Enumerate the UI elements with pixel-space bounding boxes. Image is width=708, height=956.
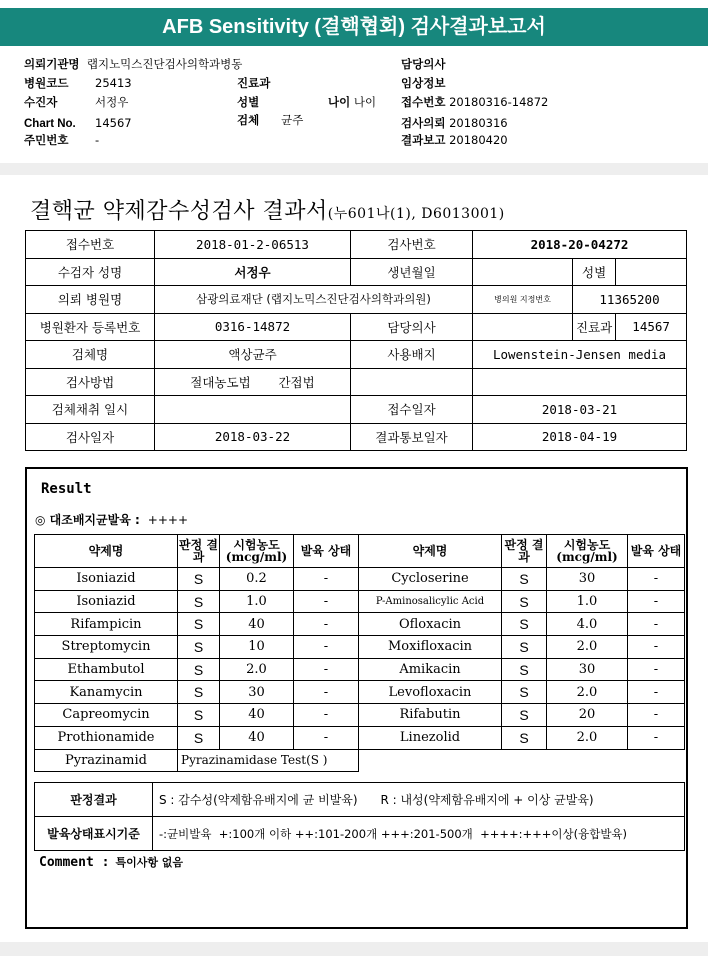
request-row [401, 116, 508, 131]
pza-drug-name: Pyrazinamid [35, 749, 178, 772]
drug-name: Streptomycin [35, 636, 178, 659]
drug-name: Rifampicin [35, 613, 178, 636]
accession-value: 20180316-14872 [449, 95, 549, 109]
legend-table [34, 782, 685, 851]
info-label: 검사번호 [351, 231, 473, 259]
doctor-value [473, 313, 573, 341]
chart-value: 14567 [95, 116, 132, 130]
info-row [26, 258, 687, 286]
drug-result: S [502, 704, 547, 727]
notify-date: 2018-04-19 [473, 423, 687, 451]
drug-growth: - [294, 726, 359, 749]
drug-concentration: 30 [547, 658, 628, 681]
drug-row [35, 704, 685, 727]
info-label: 병원환자 등록번호 [26, 313, 155, 341]
drug-name: P-Aminosalicylic Acid [359, 590, 502, 613]
drug-growth: - [294, 568, 359, 591]
specimen-value: 균주 [281, 113, 304, 127]
result-box [25, 467, 688, 929]
drug-name: Isoniazid [35, 590, 178, 613]
collect-value [155, 396, 351, 424]
medium-value: Lowenstein-Jensen media [473, 341, 687, 369]
footer-band [0, 942, 708, 956]
comment-label: Comment : [39, 855, 110, 870]
info-label: 검사일자 [26, 423, 155, 451]
drug-name: Linezolid [359, 726, 502, 749]
report-row [401, 133, 508, 148]
comment-value: 특이사항 없음 [115, 856, 184, 869]
patient-no: 0316-14872 [155, 313, 351, 341]
drug-result: S [178, 658, 220, 681]
specimen-name: 액상균주 [155, 341, 351, 369]
accession-row [401, 95, 548, 110]
info-label: 접수일자 [351, 396, 473, 424]
exam-no: 2018-20-04272 [473, 231, 687, 259]
drug-result: S [178, 636, 220, 659]
drug-concentration: 1.0 [547, 590, 628, 613]
doctor-label-cell [401, 57, 445, 72]
resident-label-cell [24, 133, 68, 148]
control-growth [35, 511, 188, 528]
legend-growth-value: -:균비발육 +:100개 이하 ++:101-200개 +++:201-500개 ++++:+++이상(융합발육) [153, 817, 685, 851]
drug-concentration: 30 [220, 681, 294, 704]
drug-result: S [502, 636, 547, 659]
info-row [26, 341, 687, 369]
info-row [26, 231, 687, 259]
drug-name: Isoniazid [35, 568, 178, 591]
drug-growth: - [628, 568, 685, 591]
drug-table [34, 534, 685, 772]
drug-name: Cycloserine [359, 568, 502, 591]
control-value: ++++ [147, 513, 188, 527]
drug-result: S [178, 613, 220, 636]
header-growth: 발육 상태 [294, 535, 359, 568]
age-row [328, 95, 376, 110]
result-title: Result [41, 481, 92, 497]
institution-value: 랩지노믹스진단검사의학과병동 [86, 57, 243, 71]
drug-concentration: 2.0 [547, 681, 628, 704]
drug-name: Amikacin [359, 658, 502, 681]
drug-result: S [502, 726, 547, 749]
age-label: 나이 [328, 97, 351, 109]
info-label: 담당의사 [351, 313, 473, 341]
header-growth: 발육 상태 [628, 535, 685, 568]
drug-concentration: 10 [220, 636, 294, 659]
drug-concentration: 4.0 [547, 613, 628, 636]
pza-value: Pyrazinamidase Test(S ) [178, 749, 359, 772]
info-label: 진료과 [573, 313, 616, 341]
clinical-label: 임상정보 [401, 78, 446, 90]
report-banner: AFB Sensitivity (결핵협회) 검사결과보고서 [0, 8, 708, 46]
resident-value: - [95, 133, 100, 147]
info-label: 생년월일 [351, 258, 473, 286]
age-value: 나이 [353, 95, 377, 109]
hospital-code-value: 25413 [95, 76, 132, 90]
drug-growth: - [294, 636, 359, 659]
drug-concentration: 20 [547, 704, 628, 727]
sex-label: 성별 [237, 97, 260, 109]
comment [39, 854, 183, 870]
report-value: 20180420 [449, 133, 508, 147]
report-title-main: 결핵균 약제감수성검사 결과서 [30, 199, 328, 224]
info-label: 의뢰 병원명 [26, 286, 155, 314]
drug-header-row [35, 535, 685, 568]
header-judge: 판정 결과 [178, 535, 220, 568]
info-row [26, 423, 687, 451]
info-row [26, 313, 687, 341]
patient-label-cell [24, 95, 57, 110]
report-label: 결과보고 [401, 135, 446, 147]
method-value-1: 절대농도법 [190, 374, 251, 390]
drug-row [35, 636, 685, 659]
info-row [26, 368, 687, 396]
header-conc: 시험농도 (mcg/ml) [220, 535, 294, 568]
empty-cell [351, 368, 473, 396]
info-label: 검체채취 일시 [26, 396, 155, 424]
header-judge: 판정 결과 [502, 535, 547, 568]
drug-result: S [502, 590, 547, 613]
drug-name: Ofloxacin [359, 613, 502, 636]
drug-row [35, 658, 685, 681]
drug-result: S [178, 726, 220, 749]
drug-result: S [178, 590, 220, 613]
drug-name: Prothionamide [35, 726, 178, 749]
specimen-label: 검체 [237, 115, 260, 127]
designated-no: 11365200 [573, 286, 687, 314]
drug-growth: - [294, 613, 359, 636]
institution-row [24, 57, 242, 72]
drug-row [35, 590, 685, 613]
hospital-code-label-cell [24, 76, 68, 91]
separator-band [0, 163, 708, 175]
clinical-label-cell [401, 76, 445, 91]
drug-result: S [502, 613, 547, 636]
report-title [30, 194, 505, 225]
info-label: 검체명 [26, 341, 155, 369]
info-label: 사용배지 [351, 341, 473, 369]
patient-value: 서정우 [95, 95, 129, 109]
drug-concentration: 0.2 [220, 568, 294, 591]
drug-name: Kanamycin [35, 681, 178, 704]
drug-concentration: 2.0 [220, 658, 294, 681]
info-label: 병의원 지정번호 [473, 286, 573, 314]
birth-value [473, 258, 573, 286]
drug-growth: - [628, 658, 685, 681]
drug-growth: - [628, 681, 685, 704]
info-label: 성별 [573, 258, 616, 286]
drug-concentration: 40 [220, 704, 294, 727]
drug-growth: - [628, 726, 685, 749]
drug-growth: - [628, 704, 685, 727]
accession-label: 접수번호 [401, 97, 446, 109]
method-value-2: 간접법 [278, 374, 315, 390]
request-label: 검사의뢰 [401, 118, 446, 130]
dept-value: 14567 [616, 313, 687, 341]
drug-result: S [502, 658, 547, 681]
doctor-label: 담당의사 [401, 59, 446, 71]
reception-no: 2018-01-2-06513 [155, 231, 351, 259]
drug-result: S [178, 568, 220, 591]
drug-growth: - [628, 636, 685, 659]
legend-growth-label: 발육상태표시기준 [35, 817, 153, 851]
header-conc: 시험농도 (mcg/ml) [547, 535, 628, 568]
info-label: 결과통보일자 [351, 423, 473, 451]
legend-judge-label: 판정결과 [35, 783, 153, 817]
legend-judge-value: S : 감수성(약제함유배지에 균 비발육) R : 내성(약제함유배지에 + 이상 균발육) [153, 783, 685, 817]
control-label: ◎ 대조배지균발육 : [35, 513, 140, 527]
drug-growth: - [628, 613, 685, 636]
sex-label-cell [237, 95, 259, 110]
test-date: 2018-03-22 [155, 423, 351, 451]
drug-concentration: 30 [547, 568, 628, 591]
drug-result: S [178, 681, 220, 704]
drug-concentration: 2.0 [547, 636, 628, 659]
drug-row [35, 568, 685, 591]
patient-label: 수진자 [24, 97, 58, 109]
drug-concentration: 1.0 [220, 590, 294, 613]
drug-concentration: 40 [220, 726, 294, 749]
drug-result: S [178, 704, 220, 727]
drug-concentration: 2.0 [547, 726, 628, 749]
drug-name: Moxifloxacin [359, 636, 502, 659]
drug-name: Rifabutin [359, 704, 502, 727]
drug-growth: - [294, 658, 359, 681]
drug-row [35, 613, 685, 636]
dept-label: 진료과 [237, 78, 271, 90]
header-drug: 약제명 [35, 535, 178, 568]
dept-label-cell [237, 76, 270, 91]
institution-label: 의뢰기관명 [24, 59, 80, 71]
drug-result: S [502, 681, 547, 704]
sex-value [616, 258, 687, 286]
chart-label-cell [24, 116, 76, 131]
hospital-name: 삼광의료재단 (랩지노믹스진단검사의학과의원) [155, 286, 473, 314]
info-label: 검사방법 [26, 368, 155, 396]
info-row [26, 396, 687, 424]
legend-row [35, 817, 685, 851]
drug-name: Capreomycin [35, 704, 178, 727]
method-value [155, 368, 351, 396]
report-title-sub: (누601나(1), D6013001) [327, 206, 505, 222]
info-label: 수검자 성명 [26, 258, 155, 286]
specimen-row [237, 113, 303, 128]
info-label: 접수번호 [26, 231, 155, 259]
drug-result: S [502, 568, 547, 591]
chart-label: Chart No. [24, 118, 76, 130]
resident-label: 주민번호 [24, 135, 69, 147]
empty-cell [473, 368, 687, 396]
info-table [25, 230, 687, 451]
subject-name: 서정우 [155, 258, 351, 286]
hospital-code-label: 병원코드 [24, 78, 69, 90]
request-value: 20180316 [449, 116, 508, 130]
drug-growth: - [294, 681, 359, 704]
drug-concentration: 40 [220, 613, 294, 636]
drug-growth: - [294, 590, 359, 613]
receive-date: 2018-03-21 [473, 396, 687, 424]
drug-growth: - [294, 704, 359, 727]
header-drug: 약제명 [359, 535, 502, 568]
drug-name: Ethambutol [35, 658, 178, 681]
drug-growth: - [628, 590, 685, 613]
blank-cell [359, 749, 685, 772]
drug-name: Levofloxacin [359, 681, 502, 704]
drug-row [35, 726, 685, 749]
drug-row [35, 681, 685, 704]
pza-row [35, 749, 685, 772]
legend-row [35, 783, 685, 817]
info-row [26, 286, 687, 314]
